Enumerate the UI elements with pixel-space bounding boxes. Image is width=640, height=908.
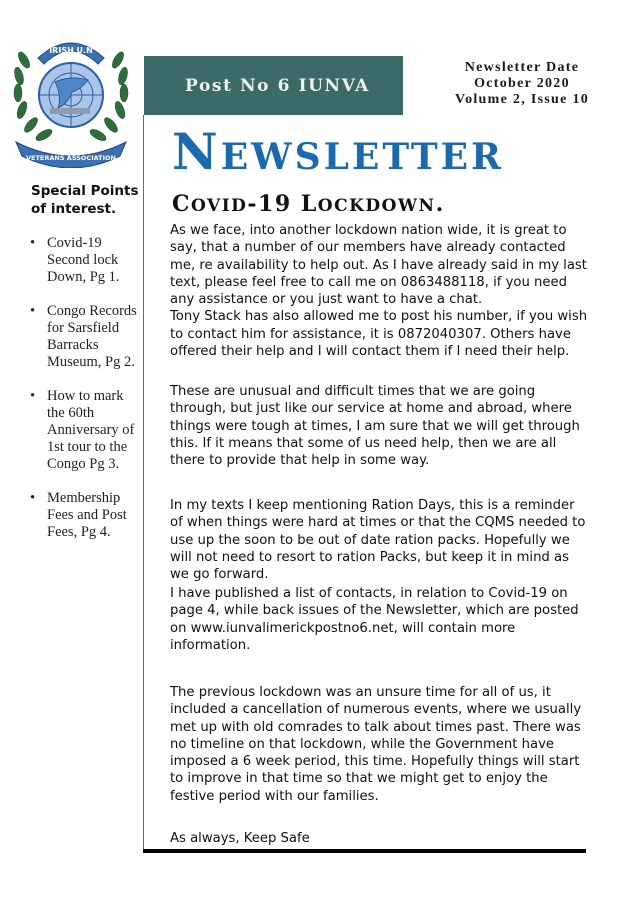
post-banner-text: Post No 6 IUNVA <box>185 75 370 96</box>
article-paragraph: I have published a list of contacts, in relation to Covid-19 on page 4, while back issues of the Newsletter, which are posted on www.iunvalimerickpostno6.net, will contain more information. <box>170 586 579 653</box>
sidebar-list <box>28 235 142 558</box>
bullet-icon: • <box>30 490 36 506</box>
iunva-logo <box>10 20 132 168</box>
headline-part: OVID <box>191 196 248 216</box>
sidebar-item <box>28 388 142 473</box>
headline-part: -19 <box>247 191 301 217</box>
signoff-text: As always, Keep Safe <box>170 831 310 846</box>
iunva-emblem-icon <box>10 20 132 168</box>
bullet-icon: • <box>30 388 36 404</box>
bullet-icon: • <box>30 235 36 251</box>
article-paragraph: As we face, into another lockdown nation wide, it is great to say, that a number of our members have already contacted me, re availability to help out. As I have already said in my last text, please feel free to call me on 0863488118, if you need any assistance or you just want to have a chat. <box>170 223 587 308</box>
date-label: Newsletter Date <box>464 60 580 75</box>
article-paragraph: The previous lockdown was an unsure time for all of us, it included a cancellation of numerous events, where we usually met up with old comrades to talk about times past. There was no timeline on that lockdown, while the Government have imposed a 6 week period, this time. Hopefully things will start to improve in that time so that we might get to enjoy the festive period with our families. <box>170 685 582 804</box>
headline-part: C <box>172 191 192 217</box>
article-paragraph: These are unusual and difficult times that we are going through, but just like our service at home and abroad, where things were tough at times, I am sure that we will get through this. If it means that some of us need help, then we are all there to provide that help in some way. <box>170 384 580 469</box>
sidebar-item <box>28 235 142 286</box>
sidebar-item-text: Covid-19 Second lock Down, Pg 1. <box>47 235 120 285</box>
article-paragraph: Tony Stack has also allowed me to post his number, if you wish to contact him for assistance, it is 0872040307. Others have offered their help and I will contact them if I need their help. <box>170 309 588 360</box>
title-rest: EWSLETTER <box>220 136 504 178</box>
sidebar-heading: Special Points of interest. <box>31 183 139 217</box>
sidebar-item-text: How to mark the 60th Anniversary of 1st tour to the Congo Pg 3. <box>47 388 135 472</box>
bottom-rule <box>143 849 586 853</box>
article-paragraph-group-4 <box>170 585 590 654</box>
newsletter-date-block <box>432 60 612 108</box>
bullet-icon: • <box>30 303 36 319</box>
article-paragraph-group-2 <box>170 383 590 469</box>
title-initial: N <box>172 122 221 181</box>
article-paragraph-group-1 <box>170 222 590 360</box>
article-signoff <box>170 830 590 847</box>
headline-part: OCKDOWN <box>317 196 436 216</box>
sidebar-item-text: Congo Records for Sarsfield Barracks Museum, Pg 2. <box>47 303 137 370</box>
sidebar-item <box>28 490 142 541</box>
svg-text:VETERANS ASSOCIATION: VETERANS ASSOCIATION <box>26 154 116 162</box>
sidebar-item-text: Membership Fees and Post Fees, Pg 4. <box>47 490 127 540</box>
headline-part: . <box>435 191 445 217</box>
headline-part: L <box>300 191 318 217</box>
post-banner <box>144 56 403 115</box>
article-paragraph-group-5 <box>170 684 590 805</box>
article-paragraph: In my texts I keep mentioning Ration Days, this is a reminder of when things were hard at times or that the CQMS needed to use up the soon to be out of date ration packs. Hopefully we will not need to resort to ration Packs, but keep it in mind as we go forward. <box>170 498 586 583</box>
column-divider <box>143 115 144 850</box>
article-paragraph-group-3 <box>170 497 590 583</box>
sidebar-item <box>28 303 142 371</box>
date-value: October 2020 <box>474 76 570 91</box>
issue-info: Volume 2, Issue 10 <box>454 92 590 107</box>
article-headline <box>172 189 445 221</box>
svg-text:IRISH U.N: IRISH U.N <box>49 46 93 55</box>
newsletter-title <box>172 124 504 185</box>
